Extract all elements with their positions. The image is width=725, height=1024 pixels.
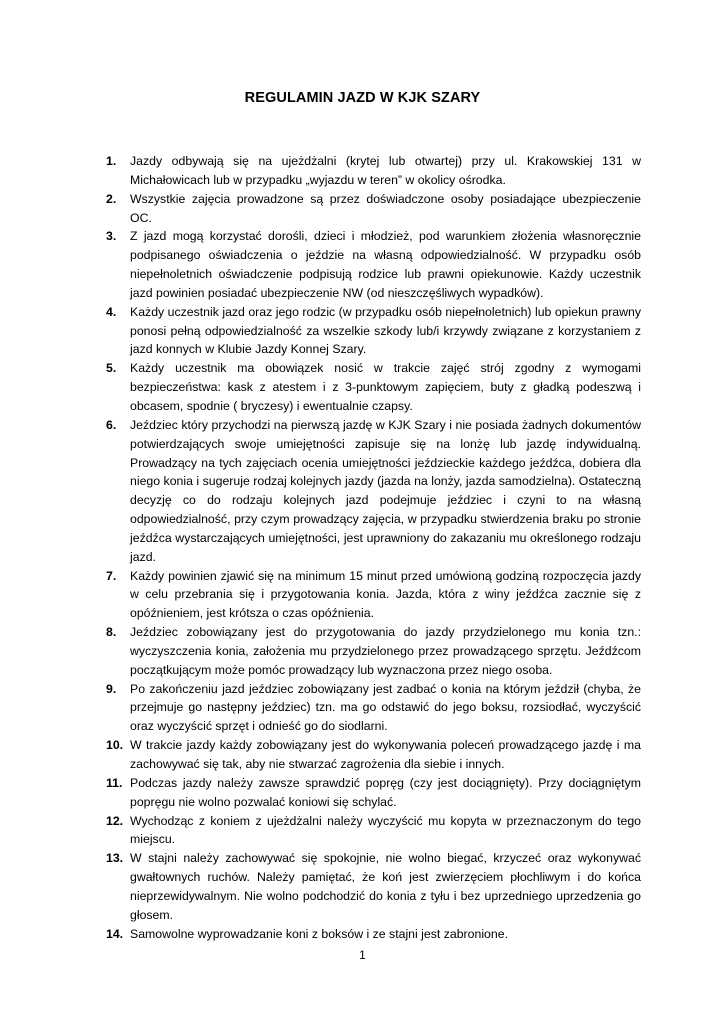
rule-text: Jeździec który przychodzi na pierwszą jazdę w KJK Szary i nie posiada żadnych dokumentów potwierdzających swoje umiejętności zapisuje się na lonżę lub jazdę indywidualną. Prowadzący na tych zajęciach ocenia umiejętności jeździeckie każdego jeźdźca, dobiera dla niego konia i sugeruje rodzaj kolejnych jazdy (jazda na lonży, jazda samodzielna). Ostateczną decyzję co do rodzaju kolejnych jazd podejmuje jeździec i czyni to na własną odpowiedzialność, przy czym prowadzący zajęcia, w przypadku stwierdzenia braku po stronie jeźdźca wystarczających umiejętności, jest uprawniony do zakazaniu mu określonego rodzaju jazd. [130, 417, 641, 564]
rule-text: Każdy uczestnik jazd oraz jego rodzic (w przypadku osób niepełnoletnich) lub opiekun prawny ponosi pełną odpowiedzialność za wszelkie szkody lub/i krzywdy związane z korzystaniem z jazd konnych w Klubie Jazdy Konnej Szary. [130, 304, 641, 357]
rule-text: Jazdy odbywają się na ujeżdżalni (krytej lub otwartej) przy ul. Krakowskiej 131 w Michałowicach lub w przypadku „wyjazdu w teren” w okolicy ośrodka. [130, 154, 641, 187]
rule-item [99, 736, 641, 774]
rule-text: Jeździec zobowiązany jest do przygotowania do jazdy przydzielonego mu konia tzn.: wyczyszczenia konia, założenia mu przydzielonego przez prowadzącego sprzętu. Jeźdźcom początkującym może pomóc prowadzący lub wyznaczona przez niego osoba. [130, 625, 641, 677]
rule-text: Wszystkie zajęcia prowadzone są przez doświadczone osoby posiadające ubezpieczenie OC. [130, 191, 641, 225]
rule-text: Z jazd mogą korzystać dorośli, dzieci i młodzież, pod warunkiem złożenia własnoręcznie podpisanego oświadczenia o jeździe na własną odpowiedzialność. W przypadku osób niepełnoletnich oświadczenie podpisują rodzice lub prawni opiekunowie. Każdy uczestnik jazd powinien posiadać ubezpieczenie NW (od nieszczęśliwych wypadków). [130, 229, 641, 300]
rule-number: 2. [106, 191, 117, 206]
rule-number: 5. [106, 361, 117, 376]
rule-number: 11. [106, 775, 123, 790]
rule-number: 10. [106, 738, 124, 753]
rule-item [99, 680, 641, 737]
rule-number: 9. [106, 681, 117, 696]
rule-text: Podczas jazdy należy zawsze sprawdzić popręg (czy jest dociągnięty). Przy dociągniętym popręgu nie wolno pozwalać koniowi się schylać. [130, 775, 641, 809]
rule-text: Po zakończeniu jazd jeździec zobowiązany jest zadbać o konia na którym jeździł (chyba, że przejmuje go następny jeździec) tzn. ma go odstawić do jego boksu, rozsiodłać, wyczyścić oraz wyczyścić sprzęt i odnieść go do siodlarni. [130, 681, 641, 734]
rule-item [99, 774, 641, 812]
rule-text: W trakcie jazdy każdy zobowiązany jest do wykonywania poleceń prowadzącego jazdę i ma zachowywać się tak, aby nie stwarzać zagrożenia dla siebie i innych. [130, 738, 641, 771]
rule-item [99, 416, 641, 567]
rule-item [99, 190, 641, 228]
rule-item [99, 359, 641, 416]
rule-number: 3. [106, 229, 117, 244]
rule-number: 13. [106, 851, 124, 866]
rule-text: W stajni należy zachowywać się spokojnie, nie wolno biegać, krzyczeć oraz wykonywać gwałtownych ruchów. Należy pamiętać, że koń jest zwierzęciem płochliwym i do końca nieprzewidywalnym. Nie wolno podchodzić do konia z tyłu i bez uprzedniego uprzedzenia go głosem. [130, 851, 641, 922]
rule-text: Każdy uczestnik ma obowiązek nosić w trakcie zajęć strój zgodny z wymogami bezpieczeństwa: kask z atestem i z 3-punktowym zapięciem, buty z gładką podeszwą i obcasem, spodnie ( bryczesy) i ewentualnie czapsy. [130, 361, 641, 413]
rule-number: 4. [106, 304, 117, 319]
rule-item [99, 567, 641, 624]
rule-number: 1. [106, 154, 117, 168]
rule-number: 8. [106, 625, 117, 640]
rule-text: Samowolne wyprowadzanie koni z boksów i ze stajni jest zabronione. [130, 926, 508, 941]
rule-item [99, 849, 641, 924]
rule-number: 6. [106, 417, 117, 432]
rule-item [99, 152, 641, 190]
rule-item [99, 925, 641, 944]
rule-item [99, 303, 641, 360]
rule-number: 12. [106, 813, 124, 828]
rule-item [99, 227, 641, 302]
rule-number: 7. [106, 568, 117, 583]
rules-list [99, 152, 641, 943]
document-title: REGULAMIN JAZD W KJK SZARY [244, 90, 481, 106]
page-number: 1 [359, 948, 366, 962]
rule-text: Wychodząc z koniem z ujeżdżalni należy wyczyścić mu kopyta w przeznaczonym do tego miejscu. [130, 813, 641, 847]
rule-text: Każdy powinien zjawić się na minimum 15 minut przed umówioną godziną rozpoczęcia jazdy w celu przebrania się i przygotowania konia. Jazda, która z winy jeźdźca zacznie się z opóźnieniem, jest krótsza o czas opóźnienia. [130, 568, 641, 621]
rule-item [99, 812, 641, 850]
rule-number: 14. [106, 926, 124, 941]
rule-item [99, 623, 641, 680]
